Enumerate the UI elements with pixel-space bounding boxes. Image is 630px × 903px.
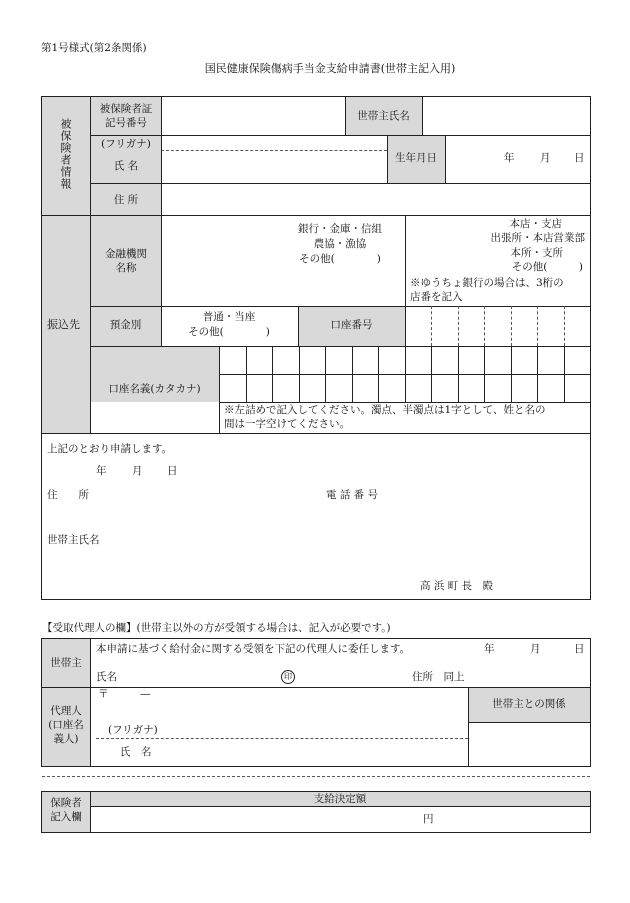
agent-furigana-label: (フリガナ) <box>108 724 158 736</box>
agent-label-line2: (口座名 <box>48 719 84 731</box>
deposit-type-label: 預金別 <box>109 319 142 331</box>
birth-month-label: 月 <box>540 152 551 164</box>
account-name-label: 口座名義(カタカナ) <box>108 383 201 395</box>
branch-line3: 本所・支所 <box>510 247 563 259</box>
deposit-types-line1: 普通・当座 <box>202 311 256 323</box>
yucho-note-line1: ※ゆうちょ銀行の場合は、3桁の <box>410 277 564 289</box>
account-number-label: 口座番号 <box>330 319 373 331</box>
application-day-label: 日 <box>167 465 178 477</box>
household-head-name-label: 世帯主氏名 <box>357 110 410 122</box>
branch-line4: その他( ) <box>511 261 583 273</box>
proxy-year-label: 年 <box>484 643 495 655</box>
seal-mark <box>281 670 295 684</box>
kana-note-line1: ※左詰めで記入してください。濁点、半濁点は1字として、姓と名の <box>224 404 546 416</box>
agent-name-label: 氏 名 <box>120 746 152 758</box>
birth-day-label: 日 <box>574 152 585 164</box>
agent-label-line1: 代理人 <box>50 705 82 717</box>
application-month-label: 月 <box>132 465 143 477</box>
form-number: 第1号様式(第2条関係) <box>41 42 147 54</box>
payment-amount-label: 支給決定額 <box>313 793 367 805</box>
deposit-types-line2: その他( ) <box>188 326 270 338</box>
furigana-label: (フリガナ) <box>101 138 151 150</box>
insurer-label-line2: 記入欄 <box>50 811 82 823</box>
proxy-month-label: 月 <box>530 643 541 655</box>
postal-code-label: 〒 — <box>98 688 151 700</box>
cut-line <box>42 776 590 777</box>
proxy-head-address-label: 住所 同上 <box>412 671 465 683</box>
kana-note-line2: 間は一字空けてください。 <box>224 418 350 430</box>
phone-number-label: 電 話 番 号 <box>326 489 379 501</box>
bank-types-line3: その他( ) <box>299 253 381 265</box>
address-label: 住 所 <box>113 194 139 206</box>
applicant-address-label: 住 所 <box>47 489 89 501</box>
bank-name-label: 金融機関名称 <box>105 248 147 274</box>
birth-year-label: 年 <box>504 152 515 164</box>
card-no-label: 被保険者証記号番号 <box>99 103 153 129</box>
delegation-text: 本申請に基づく給付金に関する受領を下記の代理人に委任します。 <box>96 643 411 655</box>
bank-types-line1: 銀行・金庫・信組 <box>298 223 382 235</box>
proxy-head-name-label: 氏名 <box>96 671 117 683</box>
yucho-note-line2: 店番を記入 <box>410 291 463 303</box>
applicant-head-name-label: 世帯主氏名 <box>47 534 100 546</box>
yen-label: 円 <box>423 813 434 825</box>
page-title: 国民健康保険傷病手当金支給申請書(世帯主記入用) <box>204 62 456 75</box>
branch-line1: 本店・支店 <box>509 218 562 230</box>
insurer-label-line1: 保険者 <box>50 797 82 809</box>
proxy-head-label: 世帯主 <box>50 657 82 669</box>
agent-label-line3: 義人) <box>53 733 79 745</box>
relation-label: 世帯主との関係 <box>492 698 566 710</box>
seal-icon: 印 <box>281 670 295 684</box>
application-year-label: 年 <box>96 465 107 477</box>
application-statement: 上記のとおり申請します。 <box>47 443 173 455</box>
birthdate-label: 生年月日 <box>395 152 437 164</box>
transfer-section-label: 振込先 <box>47 318 80 331</box>
branch-line2: 出張所・本店営業部 <box>490 232 585 244</box>
proxy-heading: 【受取代理人の欄】(世帯主以外の方が受領する場合は、記入が必要です。) <box>42 622 391 634</box>
name-label: 氏 名 <box>113 160 139 172</box>
addressee: 高 浜 町 長 殿 <box>420 580 494 592</box>
insured-section-label: 被保険者情報 <box>59 118 72 190</box>
bank-types-line2: 農協・漁協 <box>313 238 367 250</box>
proxy-day-label: 日 <box>574 643 585 655</box>
